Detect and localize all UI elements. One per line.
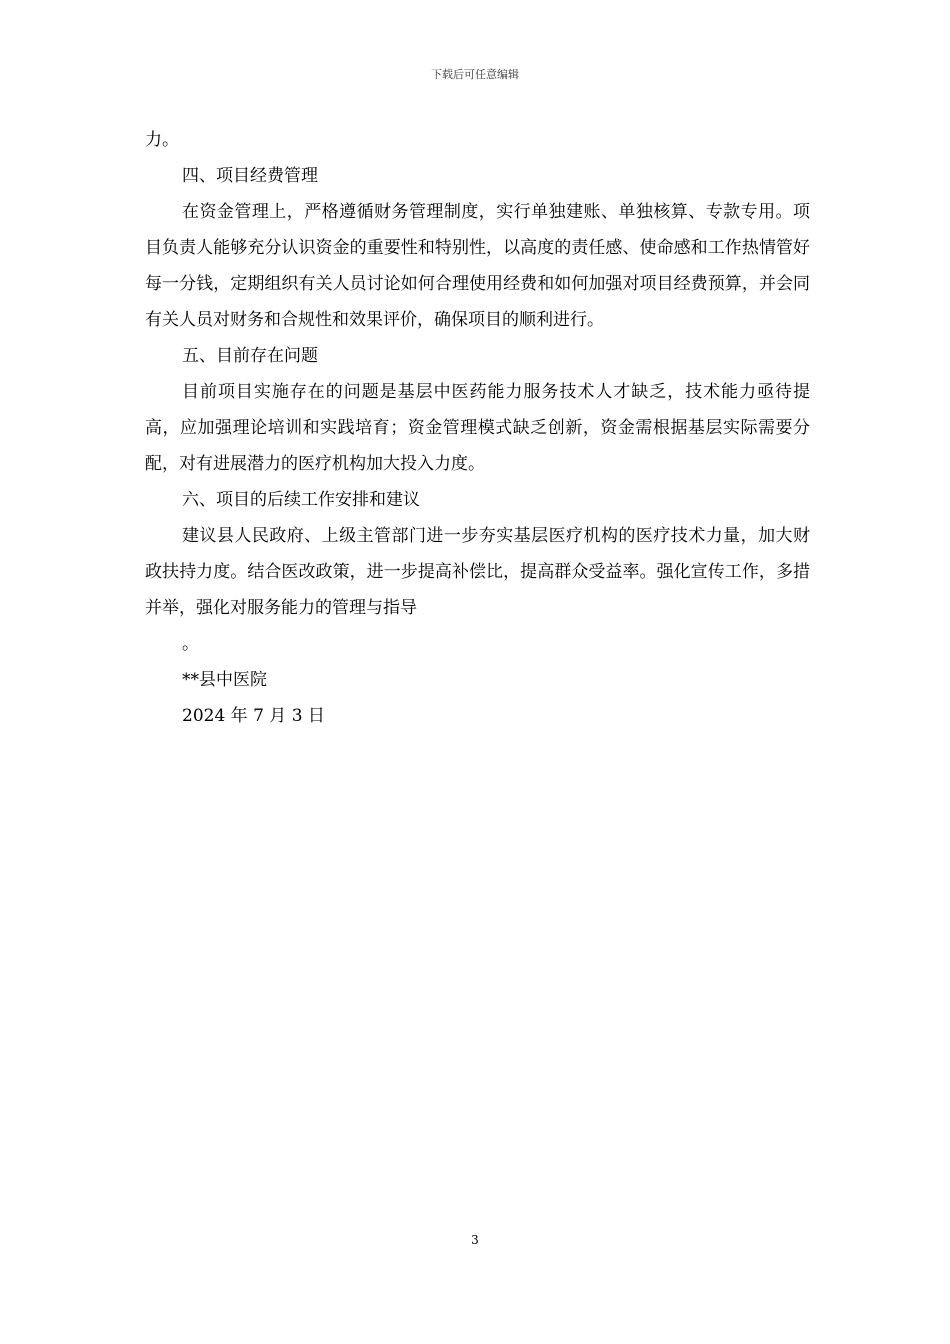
paragraph-followup: 建议县人民政府、上级主管部门进一步夯实基层医疗机构的医疗技术力量，加大财政扶持力度。结合医改政策，进一步提高补偿比，提高群众受益率。强化宣传工作，多措并举，强化对服务能力的管理与指导 (145, 526, 810, 618)
paragraph-continuation: 力。 (145, 130, 179, 150)
paragraph-funding: 在资金管理上，严格遵循财务管理制度，实行单独建账、单独核算、专款专用。项目负责人能够充分认识资金的重要性和特别性，以高度的责任感、使命感和工作热情管好每一分钱，定期组织有关人员讨论如何合理使用经费和如何加强对项目经费预算，并会同有关人员对财务和合规性和效果评价，确保项目的顺利进行。 (145, 202, 810, 330)
document-body (145, 122, 810, 734)
section-heading-funding: 四、项目经费管理 (182, 166, 318, 186)
page-header: 下载后可任意编辑 (431, 68, 519, 81)
page-number: 3 (471, 1233, 479, 1247)
section-heading-problems: 五、目前存在问题 (182, 346, 318, 366)
paragraph-period: 。 (182, 634, 199, 654)
signature-date: 2024 年 7 月 3 日 (182, 706, 325, 726)
signature-organization: **县中医院 (182, 670, 267, 690)
section-heading-followup: 六、项目的后续工作安排和建议 (182, 490, 420, 510)
paragraph-problems: 目前项目实施存在的问题是基层中医药能力服务技术人才缺乏，技术能力亟待提高，应加强理论培训和实践培育；资金管理模式缺乏创新，资金需根据基层实际需要分配，对有进展潜力的医疗机构加大投入力度。 (145, 382, 810, 474)
